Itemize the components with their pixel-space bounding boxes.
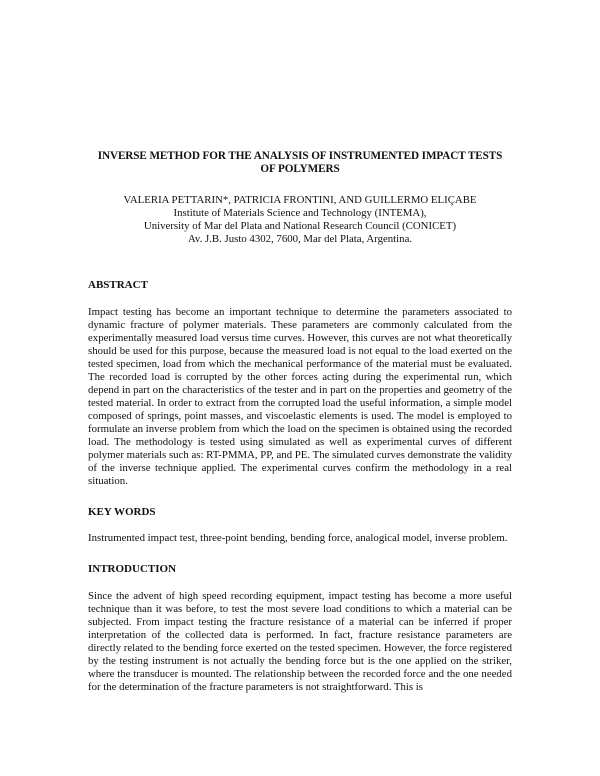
abstract-heading: ABSTRACT (88, 279, 148, 291)
introduction-heading: INTRODUCTION (88, 563, 177, 575)
paper-title (88, 150, 512, 176)
paper-title-line-2: OF POLYMERS (260, 163, 340, 175)
affiliation-line-3: Av. J.B. Justo 4302, 7600, Mar del Plata, Argentina. (187, 233, 413, 245)
paper-page (88, 150, 512, 694)
affiliation-line-1: Institute of Materials Science and Technology (INTEMA), (173, 207, 427, 219)
keywords-heading: KEY WORDS (88, 506, 156, 518)
author-list: VALERIA PETTARIN*, PATRICIA FRONTINI, AND GUILLERMO ELIÇABE (123, 194, 477, 206)
introduction-text: Since the advent of high speed recording equipment, impact testing has become a more useful technique than it was before, to test the most severe load conditions to which a material can be subjected. From impact testing the fracture resistance of a material can be inferred if proper interpretation of the collected data is performed. In fact, fracture resistance parameters are directly related to the bending force exerted on the tested specimen. However, the force registered by the testing instrument is not actually the bending force but is the one applied on the striker, where the transducer is mounted. The relationship between the recorded force and the one needed for the determination of the fracture parameters is not straightforward. This is (88, 590, 512, 693)
abstract-text: Impact testing has become an important technique to determine the parameters associated to dynamic fracture of polymer materials. These parameters are commonly calculated from the experimentally measured load versus time curves. However, this curves are not what theoretically should be used for this purpose, because the measured load is not equal to the load exerted on the tested specimen, load from which the mechanical performance of the material must be evaluated. The recorded load is corrupted by the other forces acting during the experimental run, which depend in part on the characteristics of the tester and in part on the properties and geometry of the tested material. In order to extract from the corrupted load the useful information, a simple model composed of springs, point masses, and viscoelastic elements is used. The model is employed to formulate an inverse problem from which the load on the specimen is obtained using the recorded load. The methodology is tested using simulated as well as experimental curves of different polymer materials such as: RT-PMMA, PP, and PE. The simulated curves demonstrate the validity of the inverse technique applied. The experimental curves confirm the methodology in a real situation. (88, 306, 512, 487)
paper-title-line-1: INVERSE METHOD FOR THE ANALYSIS OF INSTRUMENTED IMPACT TESTS (97, 150, 503, 162)
keywords-text: Instrumented impact test, three-point bending, bending force, analogical model, inverse problem. (88, 532, 508, 544)
affiliation-line-2: University of Mar del Plata and National Research Council (CONICET) (143, 220, 457, 232)
